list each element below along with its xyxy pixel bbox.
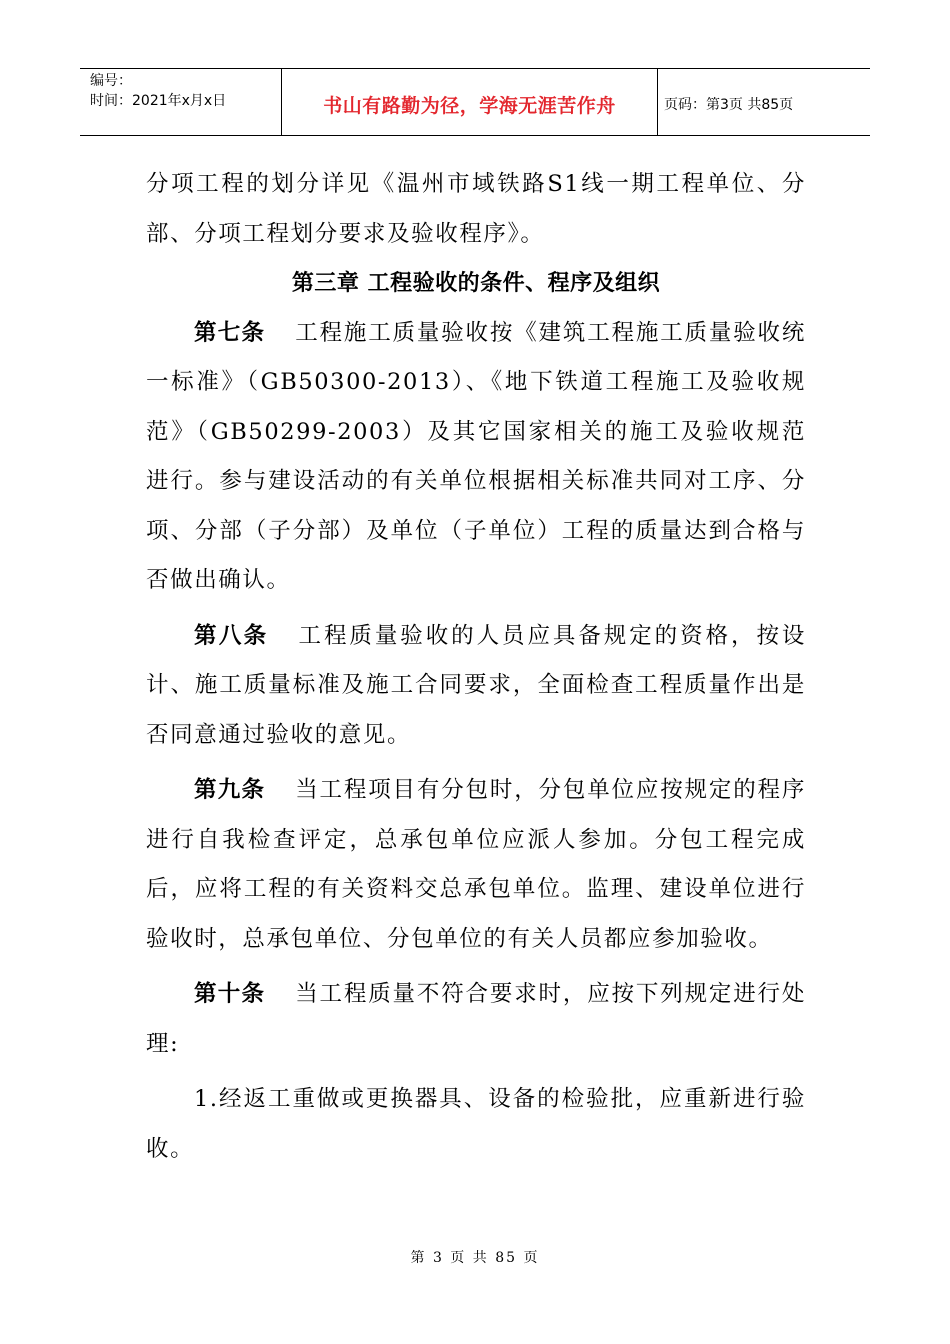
list-item-1: 1.经返工重做或更换器具、设备的检验批，应重新进行验收。 (146, 1086, 806, 1162)
header-motto: 书山有路勤为径，学海无涯苦作舟 (282, 69, 658, 135)
header-page-info: 页码：第3页 共85页 (664, 97, 794, 113)
article-9-text: 当工程项目有分包时，分包单位应按规定的程序进行自我检查评定，总承包单位应派人参加。分包工程完成后，应将工程的有关资料交总承包单位。监理、建设单位进行验收时，总承包单位、分包单位的有关人员都应参加验收。 (146, 777, 806, 952)
page-footer: 第 3 页 共 85 页 (410, 1250, 540, 1266)
article-10-label: 第十条 (194, 981, 266, 1007)
document-time: 时间：2021年x月x日 (90, 93, 227, 109)
article-9-label: 第九条 (194, 777, 266, 803)
document-body (146, 160, 806, 1174)
article-7-label: 第七条 (194, 319, 266, 346)
article-8 (146, 612, 806, 761)
article-10-text: 当工程质量不符合要求时，应按下列规定进行处理: (146, 981, 806, 1057)
paragraph-subdivision: 分项工程的划分详见《温州市域铁路S1线一期工程单位、分部、分项工程划分要求及验收程序》。 (146, 171, 806, 247)
article-8-label: 第八条 (194, 622, 269, 649)
page-header (80, 68, 870, 136)
header-meta (80, 69, 282, 135)
chapter-title: 第三章 工程验收的条件、程序及组织 (291, 271, 661, 296)
document-number-label: 编号： (90, 73, 132, 89)
article-9 (146, 766, 806, 964)
article-7 (146, 309, 806, 606)
article-7-text: 工程施工质量验收按《建筑工程施工质量验收统一标准》（GB50300-2013）、《地下铁道工程施工及验收规范》（GB50299-2003）及其它国家相关的施工及验收规范进行。参与建设活动的有关单位根据相关标准共同对工序、分项、分部（子分部）及单位（子单位）工程的质量达到合格与否做出确认。 (146, 319, 806, 593)
article-10 (146, 970, 806, 1069)
article-8-text: 工程质量验收的人员应具备规定的资格，按设计、施工质量标准及施工合同要求，全面检查工程质量作出是否同意通过验收的意见。 (146, 622, 806, 748)
